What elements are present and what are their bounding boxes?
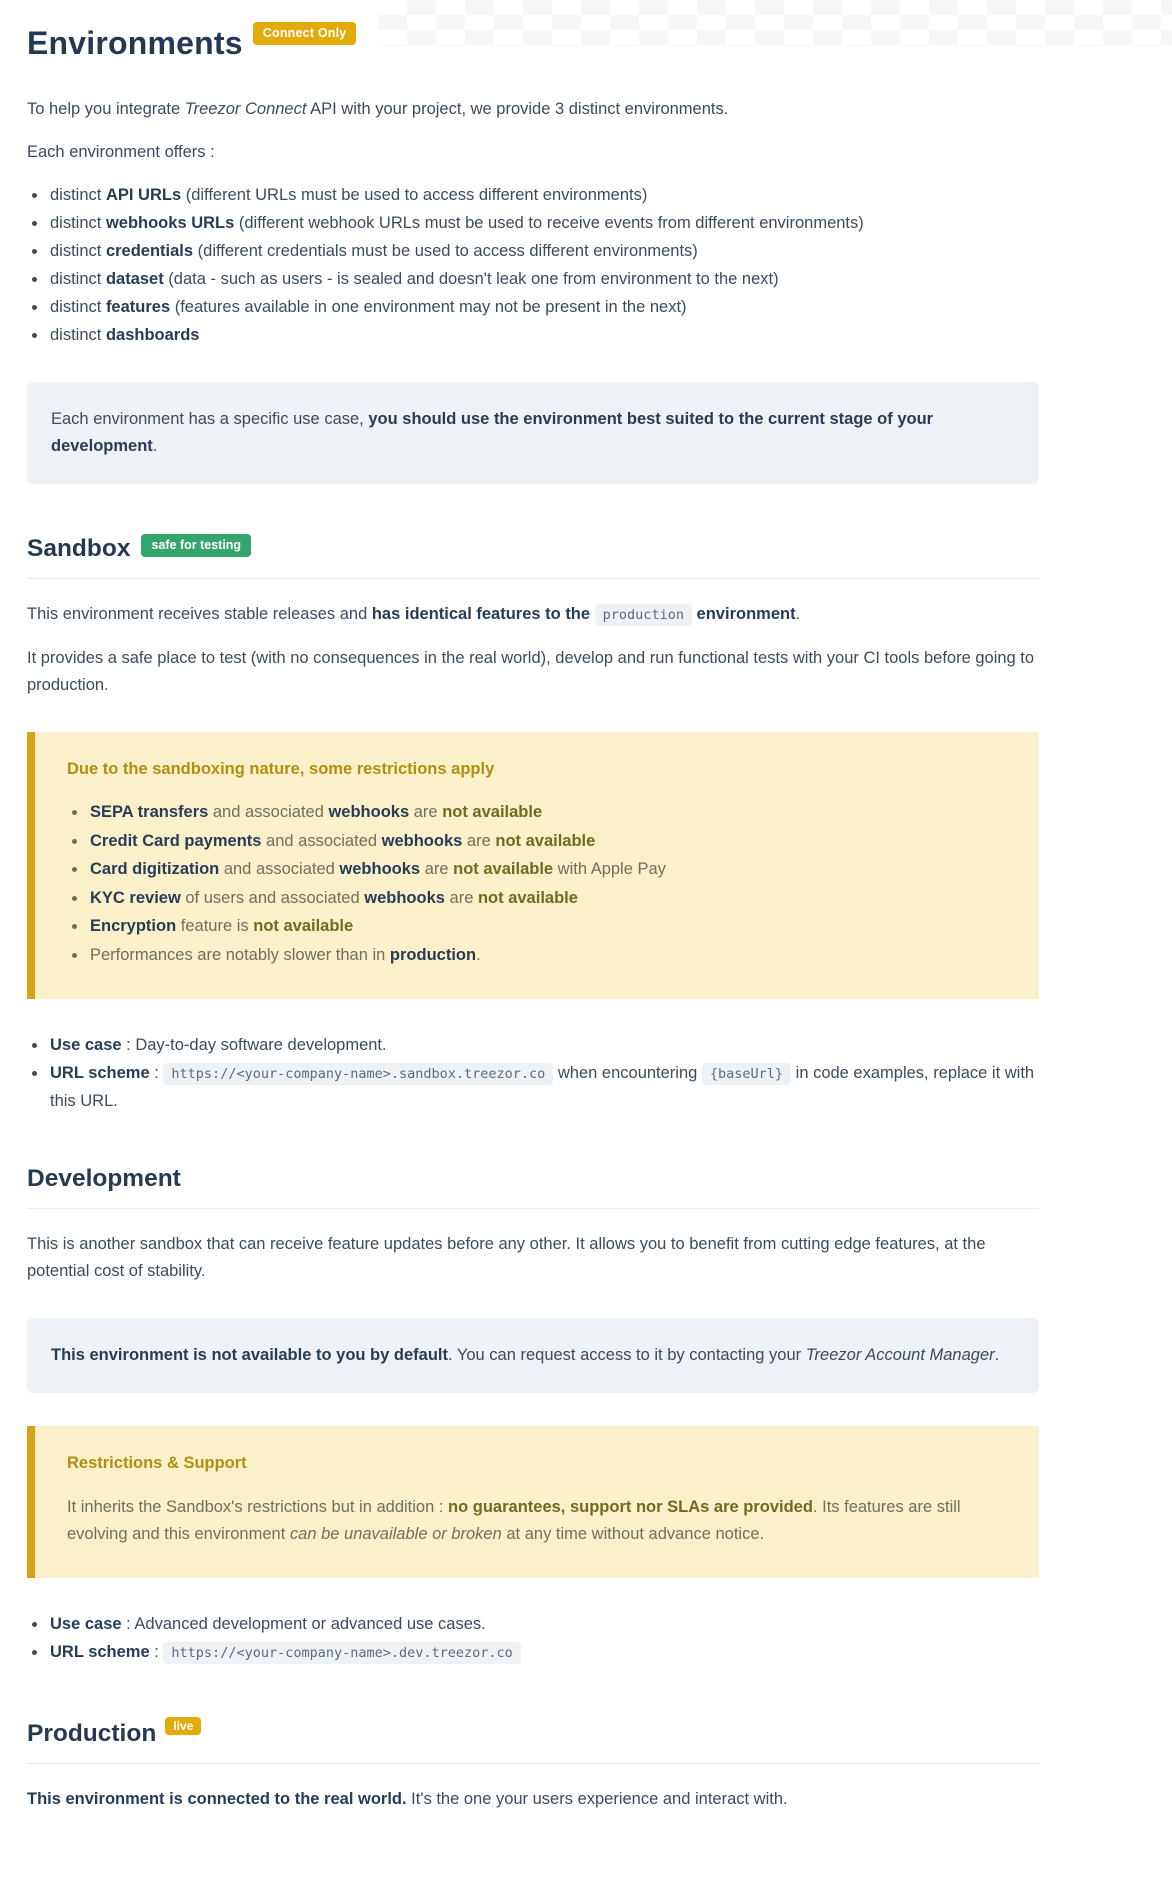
text-segment-bg: not available [253,917,354,936]
page-title [27,22,1039,62]
text-segment-i: Treezor Connect [184,100,307,118]
text-segment-b: SEPA transfers [90,803,209,822]
text-segment-b: Use case [50,1614,122,1633]
sandbox-paragraph-2: It provides a safe place to test (with no consequences in the real world), develop and run functional tests with your CI tools before going to production. [27,649,1035,694]
text-segment-b: has identical features to the [371,605,591,623]
text-segment-i: can be unavailable or broken [289,1525,502,1544]
text-segment-b: Credit Card payments [90,831,262,850]
text-segment-b: you should use the environment best suited to the current stage of your development [51,410,934,455]
sandbox-warning-list [67,799,1007,969]
offers-item: • distinct features (features available in one environment may not be present in the next) [48,294,1039,321]
offers-item: • distinct credentials (different credentials must be used to access different environments) [48,238,1039,265]
connect-only-badge: Connect Only [253,22,357,45]
offers-item: • distinct dataset (data - such as users - is sealed and doesn't leak one from environment to the next) [48,266,1039,293]
text-segment-i: Treezor Account Manager [805,1346,995,1365]
text-segment-b: Use case [50,1036,122,1055]
text-segment-b: dataset [105,270,164,288]
text-segment-b: KYC review [90,888,181,907]
sandbox-heading [27,534,1039,579]
development-use-case: • Use case : Advanced development or advanced use cases. [48,1611,1039,1638]
text-segment-b: webhooks [381,831,463,850]
text-segment-b: This environment is connected to the real world. [27,1789,407,1808]
text-segment-b: This environment is not available to you by default [51,1346,448,1365]
development-url-scheme: • URL scheme : https://<your-company-name>.dev.treezor.co [48,1639,1039,1667]
text-segment-b: URL scheme [50,1064,150,1083]
text-segment-b: Card digitization [90,860,220,879]
sandbox-warning-item: • Encryption feature is not available [88,913,1007,941]
offers-item: • distinct API URLs (different URLs must be used to access different environments) [48,182,1039,209]
offers-list [27,182,1039,349]
inline-code: https://<your-company-name>.dev.treezor.co [163,1642,520,1664]
production-paragraph-1: This environment is connected to the real world. It's the one your users experience and interact with. [27,1789,788,1808]
text-segment-bg: no guarantees, support nor SLAs are provided [448,1497,813,1516]
development-heading [27,1165,1039,1209]
environments-info-note: Each environment has a specific use case, you should use the environment best suited to the current stage of your development. [27,382,1039,484]
sandbox-warning-box [27,732,1039,999]
text-segment-b: webhooks [328,803,410,822]
text-segment-b: URL scheme [50,1642,150,1661]
development-paragraph-1: This is another sandbox that can receive feature updates before any other. It allows you to benefit from cutting edge features, at the potential cost of stability. [27,1235,986,1281]
text-segment-b: webhooks [339,860,421,879]
text-segment-bg: not available [477,888,578,907]
text-segment-bg: not available [442,803,543,822]
text-segment-b: webhooks [364,888,445,907]
sandbox-warning-item: • Performances are notably slower than in production. [88,942,1007,970]
text-segment-b: dashboards [105,326,200,344]
offers-item: • distinct webhooks URLs (different webhook URLs must be used to receive events from different environments) [48,210,1039,237]
inline-code: production [595,604,692,626]
sandbox-warning-item: • Card digitization and associated webhooks are not available with Apple Pay [88,856,1007,884]
sandbox-url-scheme: • URL scheme : https://<your-company-name>.sandbox.treezor.co when encountering {baseUrl} in code examples, replace it with this URL. [48,1060,1039,1115]
development-warning-body: It inherits the Sandbox's restrictions but in addition : no guarantees, support nor SLAs are provided. Its features are still evolving and this environment can be unavailable or broken at any time without advance notice. [67,1497,961,1544]
development-warning-box [27,1426,1039,1577]
inline-code: {baseUrl} [702,1063,791,1085]
sandbox-heading-text: Sandbox [27,535,131,562]
text-segment-b: Encryption [90,917,177,936]
development-bullets [27,1611,1039,1667]
text-segment-bg: not available [495,831,596,850]
intro-paragraph-1: To help you integrate Treezor Connect API with your project, we provide 3 distinct environments. [27,100,729,118]
intro-paragraph-2: Each environment offers : [27,143,215,161]
text-segment-b: environment [696,605,796,623]
sandbox-use-case: • Use case : Day-to-day software development. [48,1032,1039,1059]
text-segment-b: production [389,945,477,964]
production-heading [27,1717,1039,1764]
development-heading-text: Development [27,1165,181,1193]
text-segment-b: webhooks URLs [105,214,235,232]
offers-item: • distinct dashboards [48,322,1039,349]
inline-code: https://<your-company-name>.sandbox.treezor.co [163,1063,553,1085]
sandbox-warning-item: • Credit Card payments and associated webhooks are not available [88,828,1007,856]
text-segment-b: features [105,298,171,316]
safe-for-testing-badge: safe for testing [141,534,251,557]
text-segment-b: credentials [105,242,194,260]
sandbox-warning-item: • KYC review of users and associated webhooks are not available [88,885,1007,913]
sandbox-bullets [27,1032,1039,1115]
page-title-text: Environments [27,25,243,61]
sandbox-warning-item: • SEPA transfers and associated webhooks are not available [88,799,1007,827]
live-badge: live [165,1717,201,1735]
development-warning-title: Restrictions & Support [67,1454,247,1473]
development-info-note: This environment is not available to you by default. You can request access to it by contacting your Treezor Account Manager. [27,1318,1039,1393]
text-segment-b: API URLs [105,186,182,204]
sandbox-paragraph-1: This environment receives stable releases and has identical features to the production environment. [27,601,1039,629]
text-segment-bg: not available [453,860,554,879]
production-heading-text: Production [27,1719,157,1747]
sandbox-warning-title: Due to the sandboxing nature, some restrictions apply [67,760,495,778]
